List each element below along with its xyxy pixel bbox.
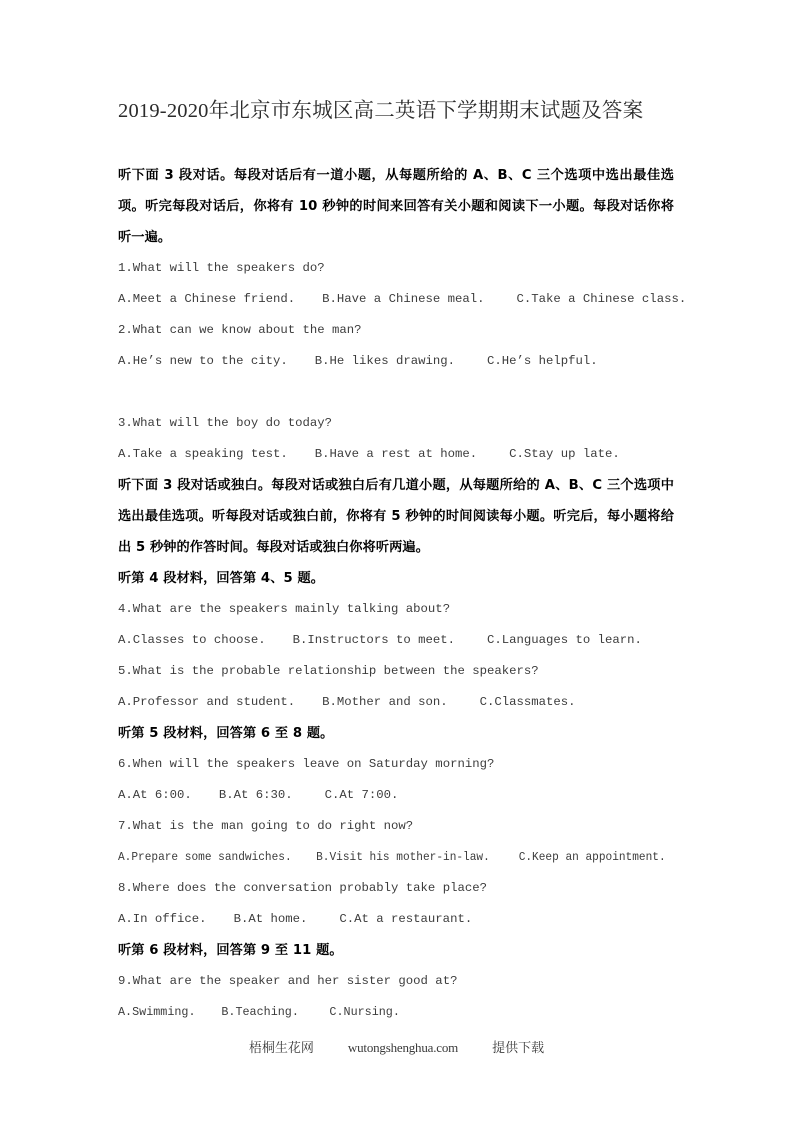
- question-4-options: [118, 625, 674, 656]
- question-6-option-a[interactable]: A.At 6:00.: [118, 788, 192, 802]
- question-7-stem: 7.What is the man going to do right now?: [118, 819, 414, 833]
- question-6-option-c[interactable]: C.At 7:00.: [324, 788, 399, 802]
- question-9-option-b[interactable]: B.Teaching.: [221, 1005, 299, 1019]
- question-5-option-c[interactable]: C.Classmates.: [479, 695, 576, 709]
- question-9-option-a[interactable]: A.Swimming.: [118, 1005, 196, 1019]
- question-5-option-b[interactable]: B.Mother and son.: [322, 695, 448, 709]
- question-3-option-b[interactable]: B.Have a rest at home.: [314, 447, 478, 461]
- footer-action-label: 提供下载: [492, 1040, 545, 1055]
- question-6-option-b[interactable]: B.At 6:30.: [218, 788, 293, 802]
- material-4-heading: 听第 4 段材料，回答第 4、5 题。: [118, 571, 325, 586]
- question-1-option-a[interactable]: A.Meet a Chinese friend.: [118, 292, 296, 306]
- question-6-stem: 6.When will the speakers leave on Saturday morning?: [118, 757, 495, 771]
- listening-directive-part-2: 听下面 3 段对话或独白。每段对话或独白后有几道小题，从每题所给的 A、B、C 三个选项中选出最佳选项。听每段对话或独白前，你将有 5 秒钟的时间阅读每小题。听完后，每小题将给出 5 秒钟的作答时间。每段对话或独白你将听两遍。: [118, 478, 674, 555]
- question-9-options-inner: [118, 997, 674, 1028]
- question-4-option-c[interactable]: C.Languages to learn.: [486, 633, 642, 647]
- question-7-options-inner: [118, 842, 674, 873]
- material-6-heading: 听第 6 段材料，回答第 9 至 11 题。: [118, 943, 343, 958]
- question-1-stem: 1.What will the speakers do?: [118, 261, 325, 275]
- question-8-option-b[interactable]: B.At home.: [233, 912, 308, 926]
- footer-site-url[interactable]: wutongshenghua.com: [347, 1040, 459, 1055]
- question-5-option-a[interactable]: A.Professor and student.: [118, 695, 296, 709]
- question-8-option-c[interactable]: C.At a restaurant.: [339, 912, 473, 926]
- question-8-option-a[interactable]: A.In office.: [118, 912, 207, 926]
- question-3-option-c[interactable]: C.Stay up late.: [509, 447, 620, 461]
- question-5-stem: 5.What is the probable relationship between the speakers?: [118, 664, 539, 678]
- question-1-option-b[interactable]: B.Have a Chinese meal.: [322, 292, 485, 306]
- question-8-stem: 8.Where does the conversation probably take place?: [118, 881, 487, 895]
- question-1-options: [118, 284, 687, 315]
- question-9-options: [118, 997, 674, 1028]
- question-2-option-a[interactable]: A.He’s new to the city.: [118, 354, 288, 368]
- question-2-stem: 2.What can we know about the man?: [118, 323, 362, 337]
- question-2-option-c[interactable]: C.He’s helpful.: [486, 354, 598, 368]
- document-body: [118, 96, 687, 1028]
- question-8-options: [118, 904, 674, 935]
- question-9-option-c[interactable]: C.Nursing.: [329, 1005, 400, 1019]
- question-3-stem: 3.What will the boy do today?: [118, 416, 333, 430]
- question-7-option-a[interactable]: A.Prepare some sandwiches.: [118, 850, 292, 864]
- spacer: [118, 377, 674, 408]
- question-9-stem: 9.What are the speaker and her sister good at?: [118, 974, 458, 988]
- footer-watermark: [0, 1038, 793, 1058]
- question-6-options: [118, 780, 674, 811]
- question-4-stem: 4.What are the speakers mainly talking about?: [118, 602, 451, 616]
- question-3-options: [118, 439, 674, 470]
- question-2-option-b[interactable]: B.He likes drawing.: [314, 354, 455, 368]
- question-1-option-c[interactable]: C.Take a Chinese class.: [516, 292, 687, 306]
- question-3-option-a[interactable]: A.Take a speaking test.: [118, 447, 288, 461]
- question-5-options: [118, 687, 674, 718]
- question-7-options: [118, 842, 674, 873]
- question-7-option-b[interactable]: B.Visit his mother-in-law.: [316, 850, 490, 864]
- footer-site-name: 梧桐生花网: [248, 1040, 314, 1055]
- material-5-heading: 听第 5 段材料，回答第 6 至 8 题。: [118, 726, 334, 741]
- listening-directive-part-1: 听下面 3 段对话。每段对话后有一道小题，从每题所给的 A、B、C 三个选项中选出最佳选项。听完每段对话后，你将有 10 秒钟的时间来回答有关小题和阅读下一小题。每段对话你将听一遍。: [118, 168, 674, 245]
- question-7-option-c[interactable]: C.Keep an appointment.: [518, 850, 666, 864]
- question-2-options: [118, 346, 674, 377]
- question-4-option-b[interactable]: B.Instructors to meet.: [292, 633, 455, 647]
- question-4-option-a[interactable]: A.Classes to choose.: [118, 633, 266, 647]
- page-title: 2019-2020年北京市东城区高二英语下学期期末试题及答案: [118, 100, 644, 122]
